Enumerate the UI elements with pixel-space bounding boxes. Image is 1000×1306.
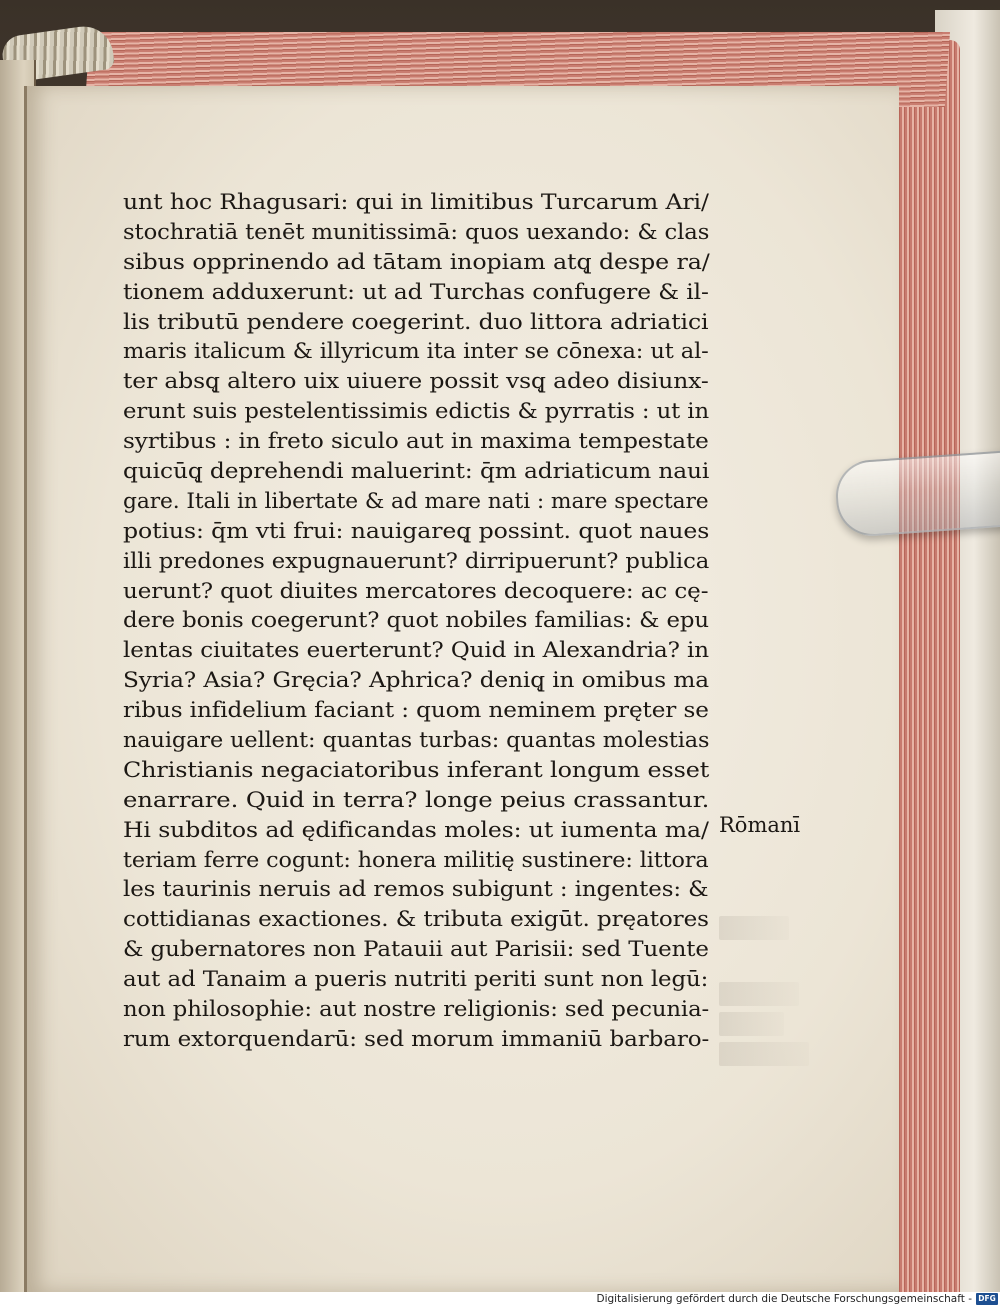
text-line: cottidianas exactiones. & tributa exigūt. pręatores	[123, 907, 709, 933]
text-line: non philosophie: aut nostre religionis: sed pecunia-	[123, 997, 710, 1023]
text-line: unt hoc Rhagusari: qui in limitibus Turcarum Ari/	[123, 190, 709, 215]
text-line: quicūq̨ deprehendi maluerint: q̄m adriaticum naui	[123, 459, 710, 485]
text-line: ribus infidelium faciant : quom neminem pręter se	[123, 698, 709, 724]
ghost-mark	[719, 1012, 784, 1036]
text-line: tionem adduxerunt: ut ad Turchas confugere & il-	[123, 279, 709, 305]
ghost-mark	[719, 916, 789, 940]
text-line: dere bonis coegerunt? quot nobiles familias: & epu	[123, 608, 709, 634]
text-line: nauigare uellent: quantas turbas: quantas molestias	[123, 728, 710, 754]
ghost-mark	[719, 982, 799, 1006]
text-line: Hi subditos ad ędificandas moles: ut iumenta ma/	[123, 817, 709, 843]
verso-show-through	[719, 916, 869, 1116]
text-line: lentas ciuitates euerterunt? Quid in Alexandria? in	[123, 638, 710, 664]
text-line: aut ad Tanaim a pueris nutriti periti sunt non legū:	[123, 967, 709, 993]
text-line: rum extorquendarū: sed morum immaniū barbaro-	[123, 1026, 710, 1052]
dfg-logo-icon: DFG	[976, 1293, 998, 1305]
page-clip	[834, 450, 1000, 539]
text-line: les taurinis neruis ad remos subigunt : ingentes: &	[123, 877, 709, 903]
text-line: sibus opprinendo ad tātam inopiam atq̨ despe ra/	[123, 249, 710, 275]
text-line: illi predones expugnauerunt? dirripuerunt? publica	[123, 548, 710, 574]
text-line: Christianis negaciatoribus inferant longum esset	[123, 757, 710, 783]
marginal-note: Rōmanī	[719, 813, 801, 837]
text-line: potius: q̄m vti frui: nauigareq̨ possint. quot naues	[123, 518, 710, 544]
funding-credit: Digitalisierung gefördert durch die Deutsche Forschungsgemeinschaft -	[596, 1293, 972, 1305]
text-line: lis tributū pendere coegerint. duo littora adriatici	[123, 309, 709, 335]
text-line: & gubernatores non Patauii aut Parisii: sed Tuente	[123, 937, 709, 963]
text-line: gare. Itali in libertate & ad mare nati : mare spectare	[123, 488, 709, 514]
text-block	[123, 188, 723, 1055]
recto-page	[24, 86, 899, 1292]
text-line: erunt suis pestelentissimis edictis & pyrratis : ut in	[123, 399, 709, 425]
text-line: maris italicum & illyricum ita inter se cōnexa: ut al-	[123, 339, 709, 365]
ghost-mark	[719, 1042, 809, 1066]
text-line: stochratiā tenēt munitissimā: quos uexando: & clas	[123, 219, 710, 245]
text-line: Syria? Asia? Gręcia? Aphrica? deniq̨ in omibus ma	[123, 668, 709, 694]
text-line: syrtibus : in freto siculo aut in maxima tempestate	[123, 429, 709, 455]
footer-bar	[0, 1292, 1000, 1306]
text-line: uerunt? quot diuites mercatores decoquere: ac cę-	[123, 578, 709, 604]
text-line: enarrare. Quid in terra? longe peius crassantur.	[123, 787, 710, 813]
text-line: ter absq̨ altero uix uiuere possit vsq̨ adeo disiunx-	[123, 369, 709, 395]
text-line: teriam ferre cogunt: honera militię sustinere: littora	[123, 847, 709, 873]
